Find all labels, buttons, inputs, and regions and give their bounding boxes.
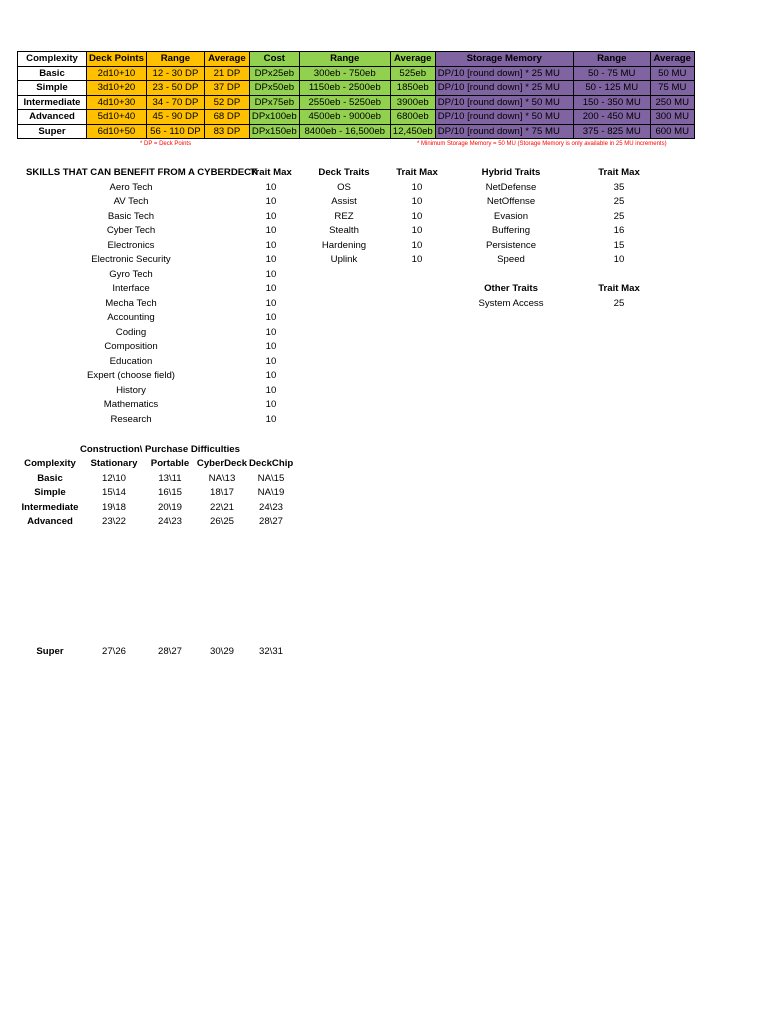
trait-max-value: 10 xyxy=(265,399,277,410)
mem-range-cell: 150 - 350 MU xyxy=(573,95,650,110)
trait-max-header: Trait Max xyxy=(598,167,640,178)
mem-range-cell: 50 - 125 MU xyxy=(573,81,650,96)
cost-average-cell: 525eb xyxy=(390,66,435,81)
cost-cell: DPx150eb xyxy=(249,124,299,139)
cost-cell: DPx50eb xyxy=(249,81,299,96)
other-traits-header: Other Traits xyxy=(484,283,538,294)
deck-points-cell: 2d10+10 xyxy=(87,66,147,81)
trait-max-value: 10 xyxy=(265,210,277,222)
trait-max-value: 10 xyxy=(411,196,423,207)
deck-points-cell: 3d10+20 xyxy=(87,81,147,96)
dp-average-cell: 21 DP xyxy=(204,66,249,81)
difficulties-header-row xyxy=(17,457,307,472)
deckchip-cell: NA\15 xyxy=(257,472,285,484)
deck-points-cell: 4d10+30 xyxy=(87,95,147,110)
header-cost: Cost xyxy=(249,52,299,67)
header-stationary: Stationary xyxy=(90,458,138,469)
trait-max-value: 10 xyxy=(265,268,277,280)
mem-average-cell: 75 MU xyxy=(650,81,694,96)
deck-points-cell: 6d10+50 xyxy=(87,124,147,139)
header-mem-average: Average xyxy=(650,52,694,67)
table-row xyxy=(18,95,695,110)
list-item: AV Tech xyxy=(113,196,149,207)
cost-cell: DPx25eb xyxy=(249,66,299,81)
storage-memory-footnote: * Minimum Storage Memory = 50 MU (Storage Memory is only available in 25 MU increments) xyxy=(417,141,667,147)
trait-max-value: 10 xyxy=(265,297,277,309)
deckchip-cell: 32\31 xyxy=(258,646,283,657)
trait-max-value: 25 xyxy=(613,210,625,222)
list-item: Mathematics xyxy=(103,399,159,410)
trait-max-value: 10 xyxy=(613,254,625,265)
portable-cell: 13\11 xyxy=(158,472,182,484)
list-item: Stealth xyxy=(329,225,359,236)
stationary-cell: 23\22 xyxy=(101,516,126,528)
cyberdeck-cell: NA\13 xyxy=(208,472,236,484)
dp-average-cell: 52 DP xyxy=(204,95,249,110)
portable-cell: 16\15 xyxy=(157,487,182,499)
trait-max-header: Trait Max xyxy=(396,167,438,178)
spacer xyxy=(591,268,647,283)
list-item: Research xyxy=(110,413,152,425)
cyberdeck-cell: 22\21 xyxy=(209,501,234,513)
dp-range-cell: 34 - 70 DP xyxy=(146,95,204,110)
list-item: Interface xyxy=(112,283,150,294)
trait-max-value: 10 xyxy=(265,370,277,381)
complexity-cell: Basic xyxy=(18,66,87,81)
mem-average-cell: 250 MU xyxy=(650,95,694,110)
list-item: Mecha Tech xyxy=(105,297,157,309)
deck-traits-header: Deck Traits xyxy=(318,167,370,178)
trait-max-value: 25 xyxy=(613,297,625,309)
list-item: System Access xyxy=(478,297,544,309)
deck-traits-max-column xyxy=(389,166,445,268)
header-complexity: Complexity xyxy=(18,52,87,67)
storage-memory-cell: DP/10 [round down] * 75 MU xyxy=(435,124,573,139)
complexity-cell: Simple xyxy=(34,487,66,499)
cost-average-cell: 12,450eb xyxy=(390,124,435,139)
stationary-cell: 12\10 xyxy=(101,472,126,484)
list-item: Coding xyxy=(115,326,147,338)
cost-range-cell: 1150eb - 2500eb xyxy=(299,81,390,96)
deck-points-footnote: * DP = Deck Points xyxy=(140,141,192,147)
complexity-cell: Advanced xyxy=(18,110,87,125)
deckchip-cell: NA\19 xyxy=(257,487,285,499)
trait-max-value: 10 xyxy=(411,254,423,265)
complexity-cell: Simple xyxy=(18,81,87,96)
list-item: Speed xyxy=(497,254,525,265)
deck-traits-list xyxy=(304,166,384,268)
dp-range-cell: 45 - 90 DP xyxy=(146,110,204,125)
deck-points-cell: 5d10+40 xyxy=(87,110,147,125)
hybrid-traits-header: Hybrid Traits xyxy=(481,167,541,178)
table-row xyxy=(17,486,307,501)
complexity-cell: Advanced xyxy=(27,516,73,528)
list-item: Hardening xyxy=(321,239,367,251)
trait-max-value: 10 xyxy=(265,312,277,323)
list-item: REZ xyxy=(334,210,354,222)
trait-max-value: 10 xyxy=(265,413,277,425)
dp-range-cell: 12 - 30 DP xyxy=(146,66,204,81)
trait-max-header: Trait Max xyxy=(598,283,640,294)
difficulties-table xyxy=(17,457,307,530)
header-deckchip: DeckChip xyxy=(249,458,294,469)
trait-max-value: 10 xyxy=(265,225,277,236)
header-cost-average: Average xyxy=(390,52,435,67)
table-row xyxy=(17,645,307,660)
trait-max-value: 10 xyxy=(411,225,423,236)
list-item: Assist xyxy=(331,196,357,207)
list-item: OS xyxy=(337,181,351,193)
trait-max-value: 10 xyxy=(265,341,277,352)
mem-range-cell: 50 - 75 MU xyxy=(573,66,650,81)
list-item: Electronics xyxy=(107,239,155,251)
list-item: Aero Tech xyxy=(109,181,153,193)
complexity-cell: Super xyxy=(36,646,64,657)
trait-max-value: 10 xyxy=(411,210,423,222)
header-storage-memory: Storage Memory xyxy=(435,52,573,67)
header-cyberdeck: CyberDeck xyxy=(196,458,248,469)
storage-memory-cell: DP/10 [round down] * 25 MU xyxy=(435,66,573,81)
header-complexity: Complexity xyxy=(24,458,76,469)
complexity-cell: Intermediate xyxy=(21,501,79,513)
complexity-cell: Intermediate xyxy=(18,95,87,110)
deck-stats-header-row xyxy=(18,52,695,67)
cost-range-cell: 2550eb - 5250eb xyxy=(299,95,390,110)
mem-average-cell: 300 MU xyxy=(650,110,694,125)
list-item: Accounting xyxy=(107,312,155,323)
hybrid-traits-max-column xyxy=(591,166,647,311)
skills-header: SKILLS THAT CAN BENEFIT FROM A CYBERDECK xyxy=(26,167,259,178)
stationary-cell: 27\26 xyxy=(101,646,126,657)
mem-range-cell: 200 - 450 MU xyxy=(573,110,650,125)
list-item: NetDefense xyxy=(485,181,537,193)
table-row xyxy=(18,66,695,81)
portable-cell: 20\19 xyxy=(157,501,182,513)
portable-cell: 28\27 xyxy=(157,646,182,657)
trait-max-value: 10 xyxy=(265,355,277,367)
list-item: Expert (choose field) xyxy=(87,370,175,381)
cost-range-cell: 4500eb - 9000eb xyxy=(299,110,390,125)
list-item: Composition xyxy=(104,341,158,352)
storage-memory-cell: DP/10 [round down] * 50 MU xyxy=(435,95,573,110)
skills-max-column xyxy=(244,166,298,427)
dp-range-cell: 56 - 110 DP xyxy=(146,124,204,139)
deckchip-cell: 28\27 xyxy=(258,516,283,528)
dp-average-cell: 37 DP xyxy=(204,81,249,96)
trait-max-value: 16 xyxy=(613,225,625,236)
header-portable: Portable xyxy=(150,458,190,469)
header-deck-points: Deck Points xyxy=(87,52,147,67)
trait-max-value: 10 xyxy=(411,239,423,251)
storage-memory-cell: DP/10 [round down] * 25 MU xyxy=(435,81,573,96)
cost-average-cell: 3900eb xyxy=(390,95,435,110)
cost-average-cell: 1850eb xyxy=(390,81,435,96)
trait-max-value: 15 xyxy=(613,239,625,251)
skills-list xyxy=(26,166,259,427)
hybrid-traits-list xyxy=(466,166,556,311)
list-item: NetOffense xyxy=(486,196,536,207)
trait-max-value: 10 xyxy=(265,326,277,338)
dp-average-cell: 68 DP xyxy=(204,110,249,125)
cost-cell: DPx100eb xyxy=(249,110,299,125)
list-item: Education xyxy=(109,355,153,367)
portable-cell: 24\23 xyxy=(157,516,182,528)
list-item: Gyro Tech xyxy=(109,268,153,280)
cost-cell: DPx75eb xyxy=(249,95,299,110)
trait-max-value: 10 xyxy=(265,254,277,265)
dp-average-cell: 83 DP xyxy=(204,124,249,139)
list-item: Basic Tech xyxy=(107,210,155,222)
trait-max-value: 10 xyxy=(265,283,277,294)
header-cost-range: Range xyxy=(299,52,390,67)
mem-average-cell: 600 MU xyxy=(650,124,694,139)
complexity-cell: Basic xyxy=(37,472,63,484)
trait-max-value: 10 xyxy=(265,181,277,193)
cost-average-cell: 6800eb xyxy=(390,110,435,125)
cost-range-cell: 300eb - 750eb xyxy=(299,66,390,81)
complexity-cell: Super xyxy=(18,124,87,139)
mem-range-cell: 375 - 825 MU xyxy=(573,124,650,139)
trait-max-header: Trait Max xyxy=(250,167,292,178)
stationary-cell: 15\14 xyxy=(101,487,126,499)
list-item: Buffering xyxy=(491,225,531,236)
deckchip-cell: 24\23 xyxy=(258,501,283,513)
table-row xyxy=(17,515,307,530)
list-item: Evasion xyxy=(493,210,529,222)
header-mem-range: Range xyxy=(573,52,650,67)
cyberdeck-cell: 26\25 xyxy=(209,516,234,528)
trait-max-value: 10 xyxy=(411,181,423,193)
list-item: Cyber Tech xyxy=(106,225,156,236)
table-row xyxy=(18,124,695,139)
header-dp-range: Range xyxy=(146,52,204,67)
trait-max-value: 10 xyxy=(265,239,277,251)
list-item: Electronic Security xyxy=(91,254,171,265)
trait-max-value: 35 xyxy=(613,181,625,193)
mem-average-cell: 50 MU xyxy=(650,66,694,81)
list-item: History xyxy=(116,384,146,396)
cost-range-cell: 8400eb - 16,500eb xyxy=(299,124,390,139)
table-row xyxy=(18,81,695,96)
table-row xyxy=(17,501,307,516)
stationary-cell: 19\18 xyxy=(101,501,126,513)
dp-range-cell: 23 - 50 DP xyxy=(146,81,204,96)
cyberdeck-cell: 18\17 xyxy=(209,487,234,499)
deck-stats-table xyxy=(17,51,695,139)
trait-max-value: 10 xyxy=(265,196,277,207)
cyberdeck-cell: 30\29 xyxy=(209,646,234,657)
header-dp-average: Average xyxy=(204,52,249,67)
table-row xyxy=(17,472,307,487)
table-row xyxy=(18,110,695,125)
storage-memory-cell: DP/10 [round down] * 50 MU xyxy=(435,110,573,125)
spacer xyxy=(466,268,556,283)
difficulties-title: Construction\ Purchase Difficulties xyxy=(80,444,240,455)
difficulties-super-row xyxy=(17,645,307,660)
list-item: Persistence xyxy=(485,239,537,251)
trait-max-value: 25 xyxy=(613,196,625,207)
list-item: Uplink xyxy=(330,254,358,265)
trait-max-value: 10 xyxy=(265,384,277,396)
